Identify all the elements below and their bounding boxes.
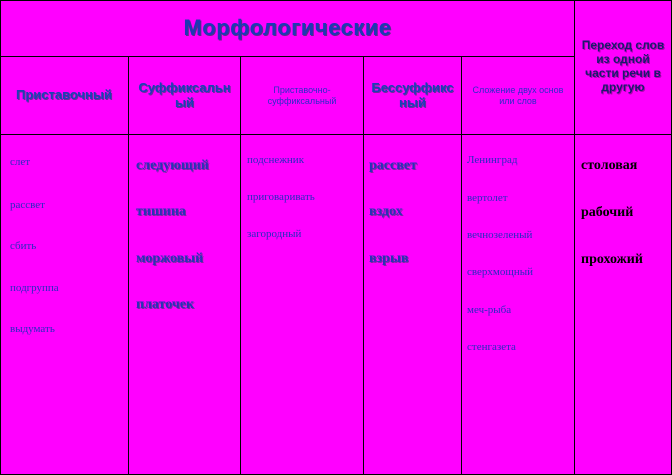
- list-item: вертолет: [467, 192, 508, 204]
- list-item: слет: [10, 156, 31, 168]
- col-header-compound: Сложение двух основ или слов: [472, 85, 564, 106]
- list-item: стенгазета: [467, 341, 516, 353]
- list-item: подгруппа: [10, 282, 59, 294]
- list-item: рабочий: [581, 205, 634, 220]
- grid-line: [0, 134, 672, 135]
- list-item: рассвет: [369, 158, 417, 173]
- col-header-suffixal: Суффиксальный: [138, 79, 231, 110]
- list-item: подснежник: [247, 154, 305, 166]
- list-item: следующий: [136, 158, 209, 173]
- list-item: прохожий: [581, 252, 643, 267]
- list-item: вечнозеленый: [467, 229, 533, 241]
- conversion-header: Переход слов из одной части речи в другую: [581, 38, 665, 94]
- col-header-prefixal: Приставочный: [15, 87, 113, 103]
- list-item: выдумать: [10, 323, 55, 335]
- list-item: приговаривать: [247, 191, 315, 203]
- list-item: загородный: [247, 228, 302, 240]
- list-item: сверхмощный: [467, 266, 533, 278]
- list-item: вздох: [369, 204, 403, 219]
- list-item: платочек: [136, 297, 195, 312]
- list-item: Ленинград: [467, 154, 518, 166]
- list-item: столовая: [581, 158, 638, 173]
- list-item: сбить: [10, 240, 37, 252]
- list-item: рассвет: [10, 199, 45, 211]
- list-item: моржовый: [136, 251, 204, 266]
- list-item: меч-рыба: [467, 304, 512, 316]
- col-header-suffixless: Бессуффиксный: [371, 79, 454, 110]
- col-header-prefix-suffix: Приставочно-суффиксальный: [267, 85, 337, 106]
- table-title: Морфологические: [183, 15, 392, 41]
- list-item: взрыв: [369, 251, 409, 266]
- list-item: тишина: [136, 204, 186, 219]
